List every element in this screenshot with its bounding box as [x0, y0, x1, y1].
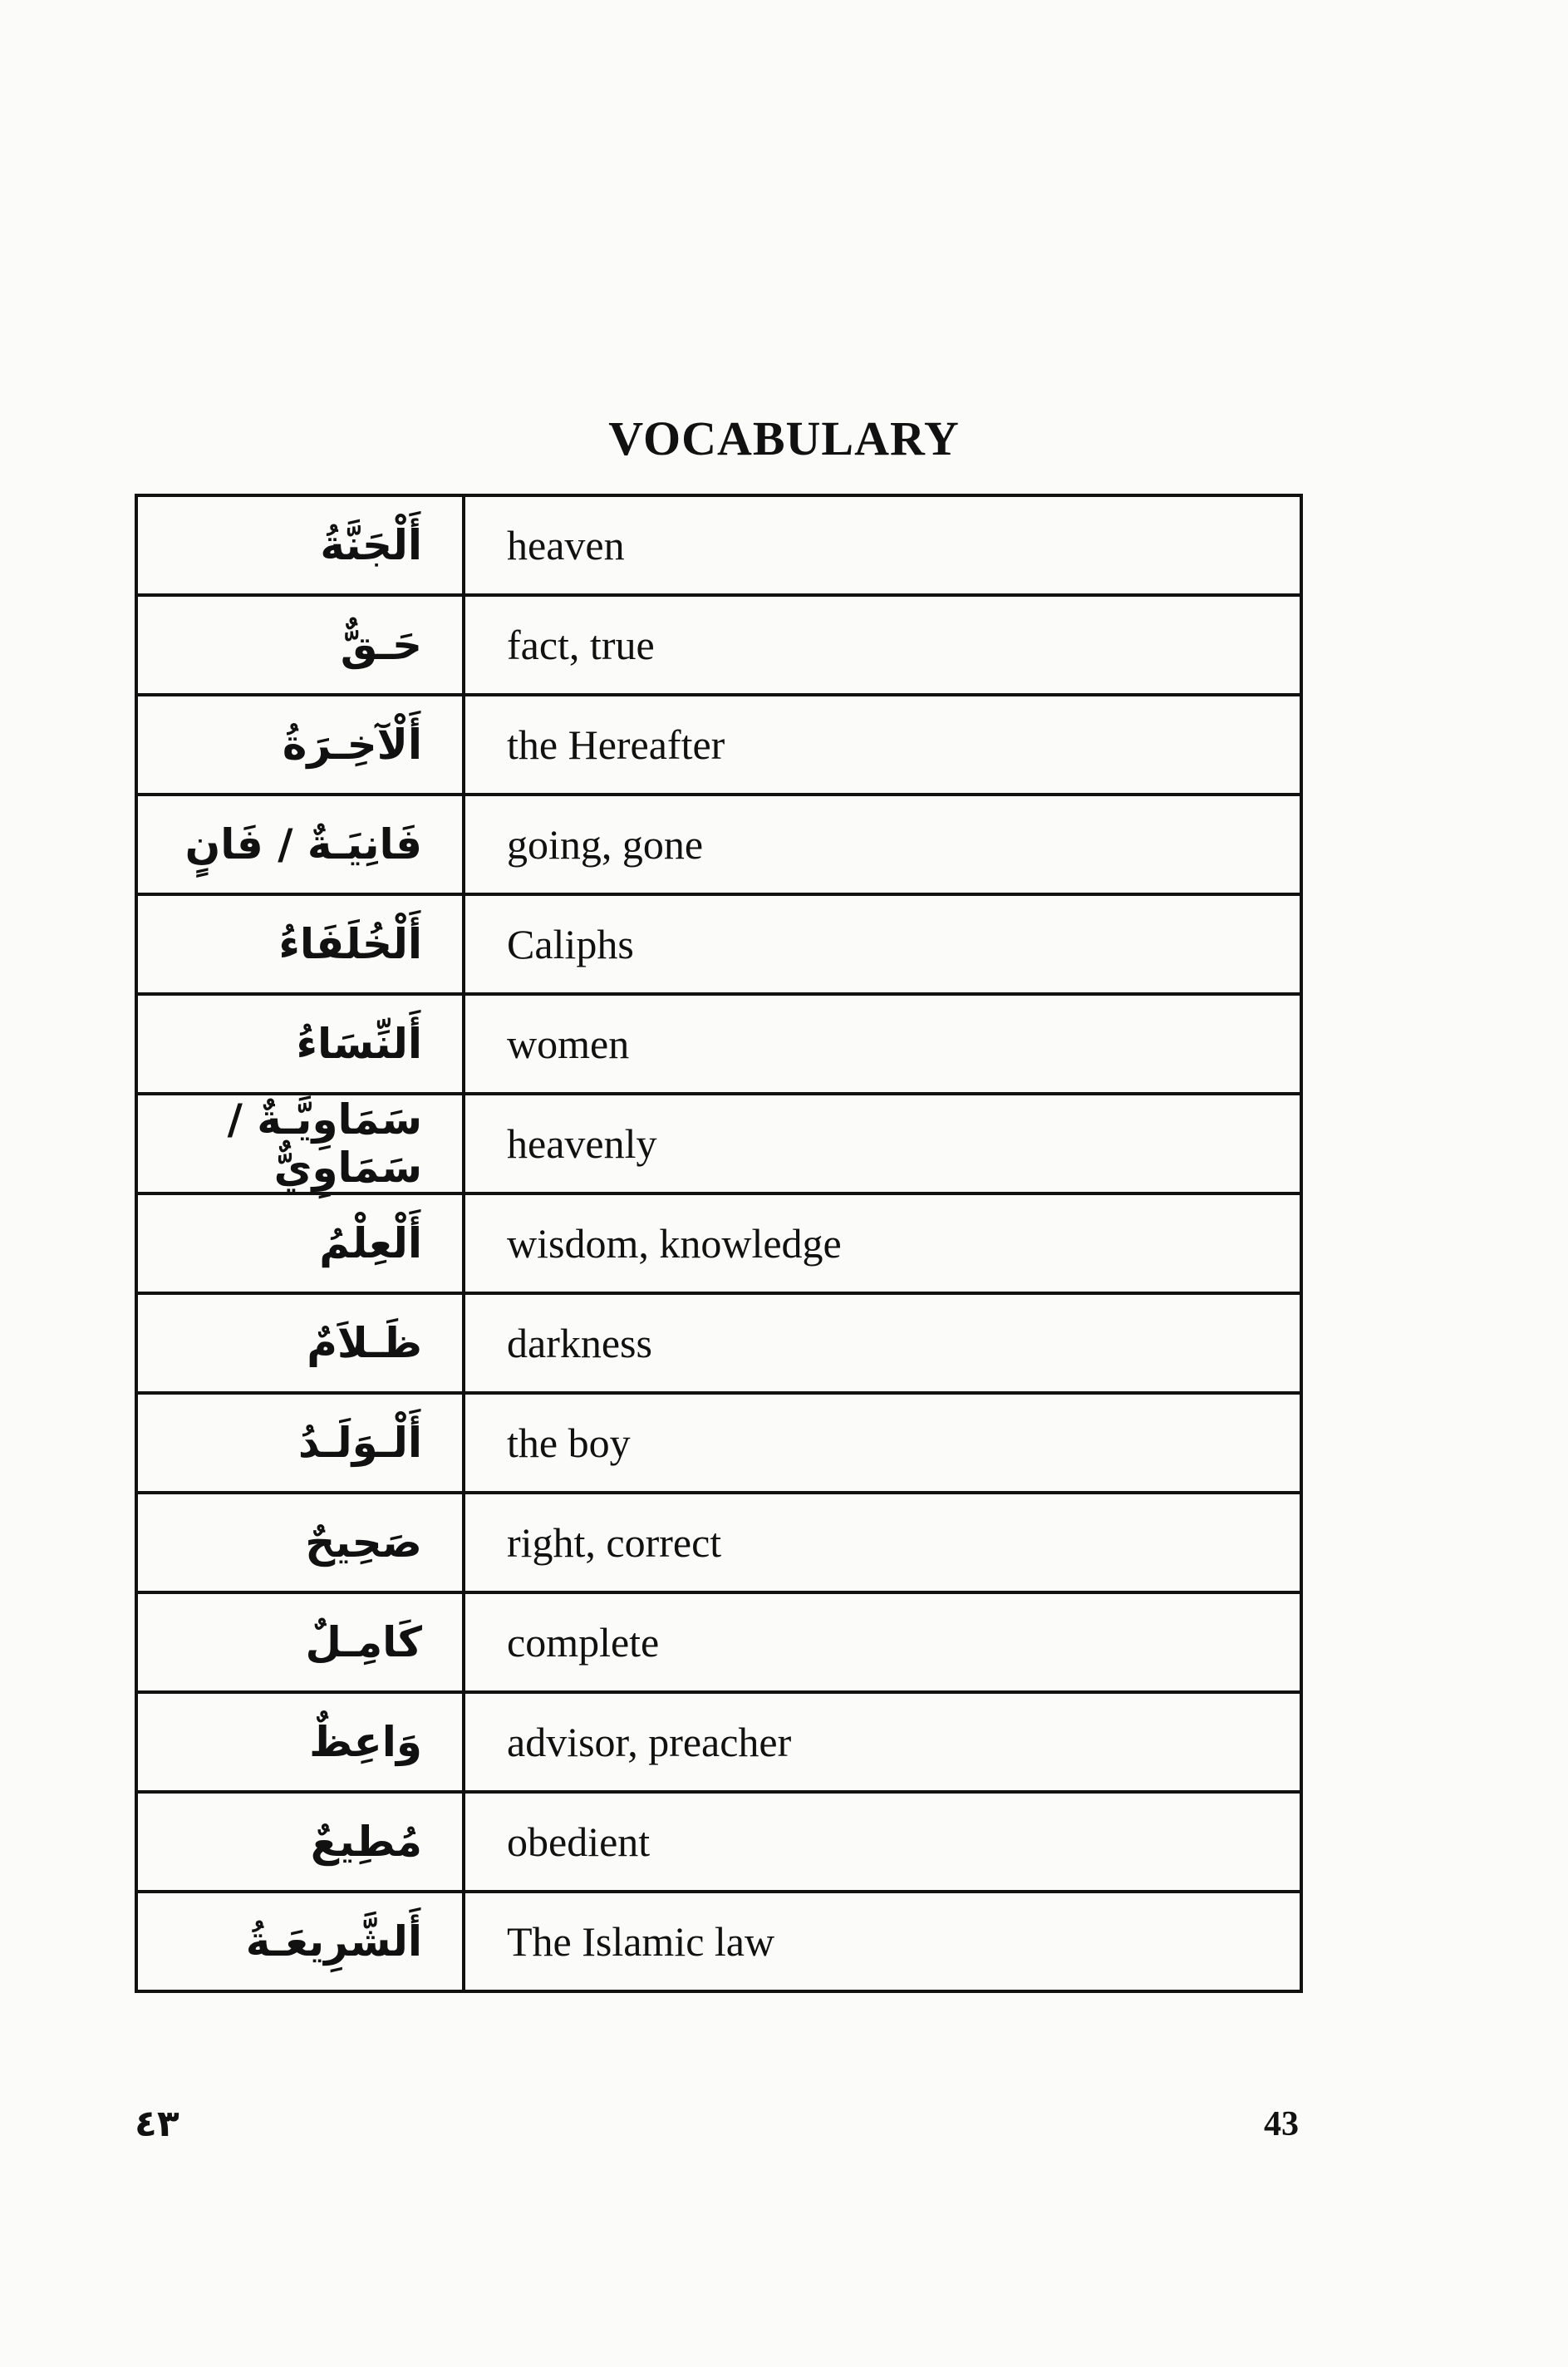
english-meaning: advisor, preacher [464, 1692, 1301, 1792]
table-row [136, 1792, 1301, 1892]
arabic-word: أَلْخُلَفَاءُ [136, 894, 464, 994]
arabic-word: أَلْآخِـرَةُ [136, 695, 464, 795]
table-row [136, 1393, 1301, 1493]
page-title: VOCABULARY [608, 411, 960, 465]
arabic-word: أَلشَّرِيعَـةُ [136, 1892, 464, 1991]
table-row [136, 994, 1301, 1094]
english-meaning: right, correct [464, 1493, 1301, 1592]
arabic-word: أَلنِّسَاءُ [136, 994, 464, 1094]
arabic-word: فَانِيَـةٌ / فَانٍ [136, 795, 464, 894]
table-row [136, 595, 1301, 695]
table-row [136, 1493, 1301, 1592]
english-meaning: obedient [464, 1792, 1301, 1892]
table-row [136, 1692, 1301, 1792]
table-row [136, 894, 1301, 994]
english-meaning: heavenly [464, 1094, 1301, 1193]
table-row [136, 1293, 1301, 1393]
english-meaning: fact, true [464, 595, 1301, 695]
english-meaning: heaven [464, 495, 1301, 595]
english-meaning: the boy [464, 1393, 1301, 1493]
table-row [136, 795, 1301, 894]
arabic-word: وَاعِظٌ [136, 1692, 464, 1792]
table-row [136, 1892, 1301, 1991]
vocabulary-table [135, 494, 1303, 1993]
english-meaning: going, gone [464, 795, 1301, 894]
arabic-word: ظَـلاَمٌ [136, 1293, 464, 1393]
page-number-arabic: ٤٣ [135, 2103, 179, 2145]
page-number: 43 [1264, 2105, 1299, 2143]
arabic-word: أَلْجَنَّةُ [136, 495, 464, 595]
arabic-word: أَلْـوَلَـدُ [136, 1393, 464, 1493]
english-meaning: complete [464, 1592, 1301, 1692]
english-meaning: wisdom, knowledge [464, 1193, 1301, 1293]
english-meaning: women [464, 994, 1301, 1094]
table-row [136, 1094, 1301, 1193]
arabic-word: صَحِيحٌ [136, 1493, 464, 1592]
english-meaning: darkness [464, 1293, 1301, 1393]
english-meaning: Caliphs [464, 894, 1301, 994]
table-row [136, 1193, 1301, 1293]
table-row [136, 1592, 1301, 1692]
arabic-word: أَلْعِلْمُ [136, 1193, 464, 1293]
arabic-word: كَامِـلٌ [136, 1592, 464, 1692]
arabic-word: حَـقٌّ [136, 595, 464, 695]
table-row [136, 695, 1301, 795]
english-meaning: The Islamic law [464, 1892, 1301, 1991]
english-meaning: the Hereafter [464, 695, 1301, 795]
arabic-word: سَمَاوِيَّـةٌ / سَمَاوِيٌّ [136, 1094, 464, 1193]
table-row [136, 495, 1301, 595]
arabic-word: مُطِيعٌ [136, 1792, 464, 1892]
